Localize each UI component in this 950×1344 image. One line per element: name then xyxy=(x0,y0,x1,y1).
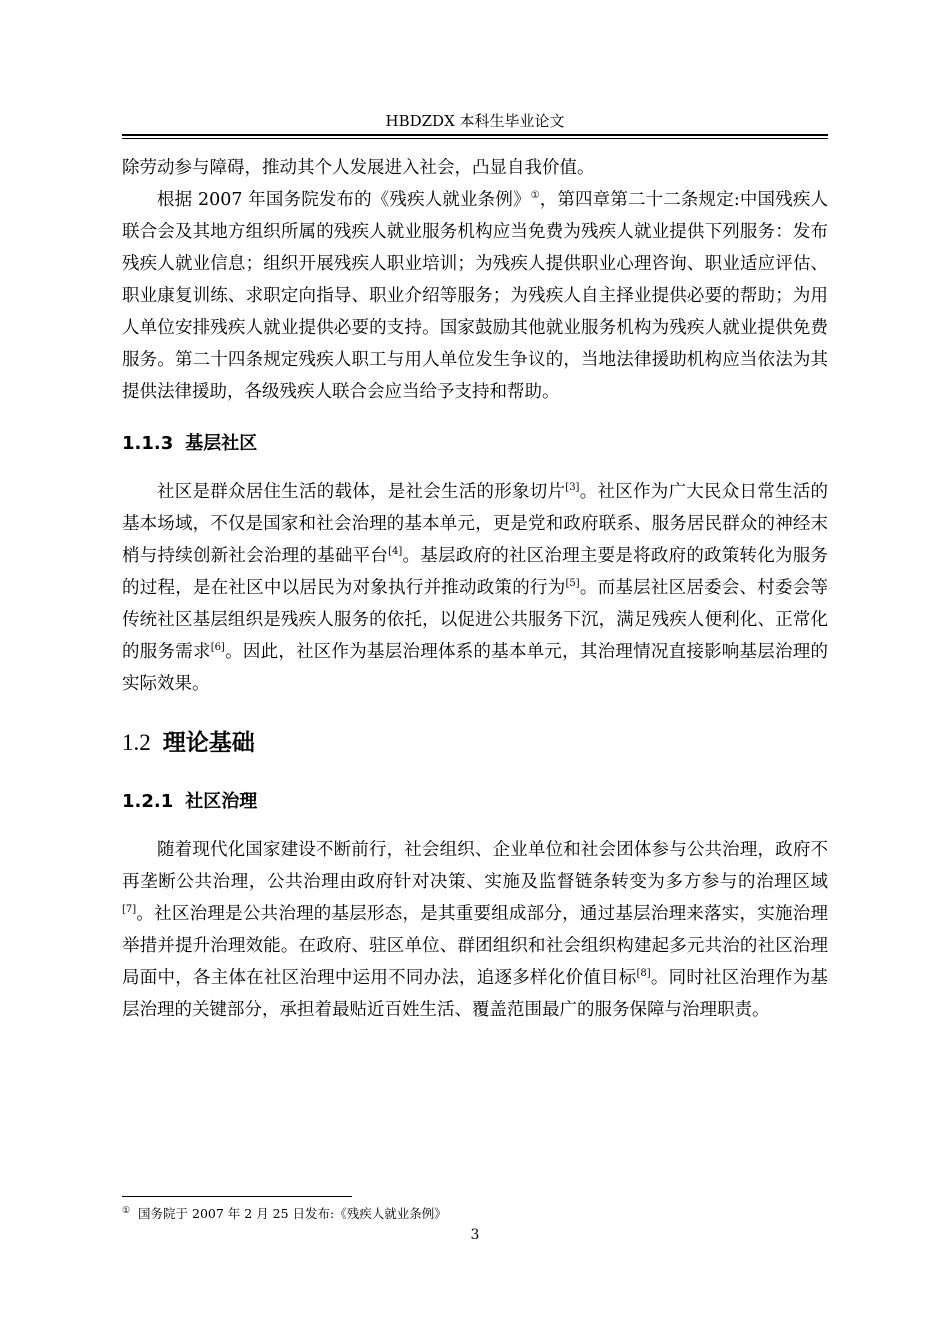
paragraph-text: 。社区治理是公共治理的基层形态，是其重要组成部分，通过基层治理来落实，实施治理举措并提升治理效能。在政府、驻区单位、群团组织和社会组织构建起多元共治的社区治理局面中，各主体在社区治理中运用不同办法，追逐多样化价值目标 xyxy=(122,904,828,988)
page-number: 3 xyxy=(470,1227,480,1243)
footnote-marker[interactable]: ① xyxy=(530,190,540,202)
heading-number: 1.1.3 xyxy=(122,433,174,454)
header-rule-thin xyxy=(122,138,828,139)
citation-4[interactable]: [4] xyxy=(388,546,403,558)
section-heading-1-2 xyxy=(122,728,828,758)
section-heading-1-2-1 xyxy=(122,790,828,814)
heading-number: 1.2.1 xyxy=(122,791,174,812)
citation-3[interactable]: [3] xyxy=(565,482,580,494)
footnote xyxy=(122,1206,447,1222)
paragraph-text: 。因此，社区作为基层治理体系的基本单元，其治理情况直接影响基层治理的实际效果。 xyxy=(122,642,829,694)
paragraph-text: 。同时社区治理作为基层治理的关键部分，承担着最贴近百姓生活、覆盖范围最广的服务保障与治理职责。 xyxy=(122,968,829,1020)
section-heading-1-1-3 xyxy=(122,432,828,456)
paragraph-text: 社区是群众居住生活的载体，是社会生活的形象切片 xyxy=(157,482,566,502)
footnote-separator xyxy=(122,1196,352,1197)
citation-5[interactable]: [5] xyxy=(565,578,580,590)
paragraph-text: 。而基层社区居委会、村委会等传统社区基层组织是残疾人服务的依托，以促进公共服务下沉，满足残疾人便利化、正常化的服务需求 xyxy=(122,578,829,662)
page-header: HBDZDX 本科生毕业论文 xyxy=(385,112,565,130)
paragraph-governance xyxy=(122,834,828,1026)
paragraph-community xyxy=(122,476,828,700)
paragraph-text: ，第四章第二十二条规定:中国残疾人联合会及其地方组织所属的残疾人就业服务机构应当免费为残疾人就业提供下列服务：发布残疾人就业信息；组织开展残疾人职业培训；为残疾人提供职业心理咨询、职业适应评估、职业康复训练、求职定向指导、职业介绍等服务；为残疾人自主择业提供必要的帮助；为用人单位安排残疾人就业提供必要的支持。国家鼓励其他就业服务机构为残疾人就业提供免费服务。第二十四条规定残疾人职工与用人单位发生争议的，当地法律援助机构应当依法为其提供法律援助，各级残疾人联合会应当给予支持和帮助。 xyxy=(122,190,828,402)
heading-text: 基层社区 xyxy=(185,433,258,454)
heading-text: 社区治理 xyxy=(185,791,258,812)
body-text xyxy=(122,152,828,1026)
heading-number: 1.2 xyxy=(122,730,151,755)
heading-text: 理论基础 xyxy=(162,730,255,756)
citation-8[interactable]: [8] xyxy=(636,968,651,980)
paragraph-continuation: 除劳动参与障碍，推动其个人发展进入社会，凸显自我价值。 xyxy=(122,158,595,178)
paragraph-text: 随着现代化国家建设不断前行，社会组织、企业单位和社会团体参与公共治理，政府不再垄断公共治理，公共治理由政府针对决策、实施及监督链条转变为多方参与的治理区域 xyxy=(122,840,828,892)
paragraph-regulation xyxy=(122,184,828,408)
citation-7[interactable]: [7] xyxy=(122,904,137,916)
footnote-mark: ① xyxy=(122,1205,131,1216)
paragraph-text: 根据 2007 年国务院发布的《残疾人就业条例》 xyxy=(157,190,531,210)
header-rule-thick xyxy=(122,134,828,136)
paragraph-text: 。社区作为广大民众日常生活的基本场域，不仅是国家和社会治理的基本单元，更是党和政府联系、服务居民群众的神经末梢与持续创新社会治理的基础平台 xyxy=(122,482,828,566)
footnote-text: 国务院于 2007 年 2 月 25 日发布:《残疾人就业条例》 xyxy=(138,1206,447,1221)
citation-6[interactable]: [6] xyxy=(210,642,225,654)
paragraph-text: 。基层政府的社区治理主要是将政府的政策转化为服务的过程，是在社区中以居民为对象执行并推动政策的行为 xyxy=(122,546,829,598)
